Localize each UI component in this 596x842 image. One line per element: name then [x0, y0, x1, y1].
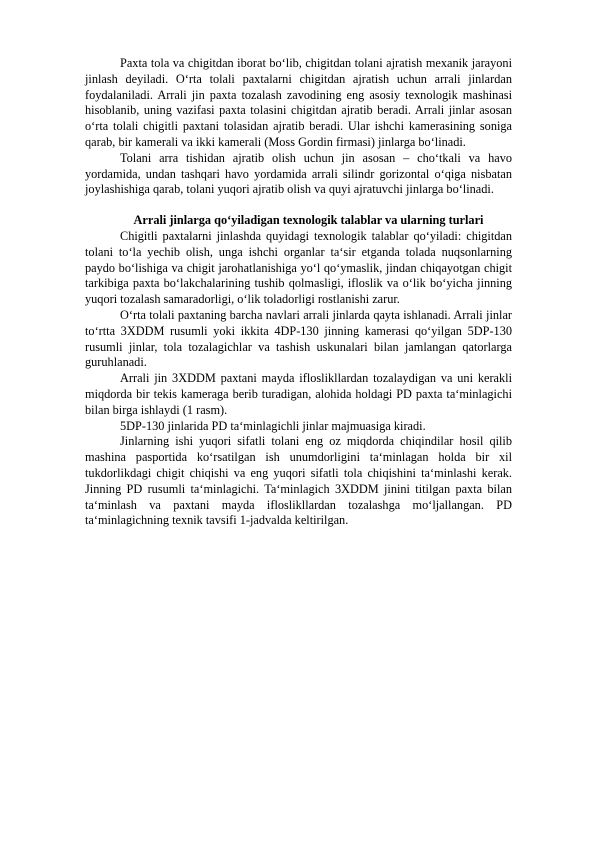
paragraph: 5DP-130 jinlarida PD ta‘minlagichli jinlar majmuasiga kiradi.: [120, 418, 426, 433]
paragraph: Tolani arra tishidan ajratib olish uchun jin asosan – cho‘tkali va havo yordamida, undan tashqari havo yordamida arrali silindr gorizontal o‘qiga nisbatan joylashishiga qarab, tolani yuqori ajratib olish va quyi ajratuvchi jinlarga bo‘linadi.: [85, 150, 512, 197]
paragraph: Chigitli paxtalarni jinlashda quyidagi texnologik talablar qo‘yiladi: chigitdan tolani to‘la yechib olish, unga ishchi organlar ta‘sir etganda tolada nuqsonlarning paydo bo‘lishiga va chigit jarohatlanishiga yo‘l qo‘ymaslik, jindan chiqayotgan chigit tarkibiga paxta bo‘lakchalarining tushib qolmasligi, ifloslik va o‘lik bo‘yicha jinning yuqori tozalash samaradorligi, o‘lik toladorligi rostlanishi zarur.: [85, 228, 512, 307]
paragraph: O‘rta tolali paxtaning barcha navlari arrali jinlarda qayta ishlanadi. Arrali jinlar to‘rtta 3XDDM rusumli yoki ikkita 4DP-130 jinning kamerasi qo‘yilgan 5DP-130 rusumli jinlar, tola tozalagichlar va tashish uskunalari bilan jamlangan qatorlarga guruhlanadi.: [85, 307, 512, 370]
section-heading: Arrali jinlarga qo‘yiladigan texnologik talablar va ularning turlari: [133, 213, 484, 228]
paragraph: Jinlarning ishi yuqori sifatli tolani eng oz miqdorda chiqindilar hosil qilib mashina pasportida ko‘rsatilgan ish unumdorligini ta‘minlagan holda bir xil tukdorlikdagi chigit chiqishi va eng yuqori sifatli tola chiqishini ta‘minlashi kerak. Jinning PD rusumli ta‘minlagichi. Ta‘minlagich 3XDDM jinini titilgan paxta bilan ta‘minlash va paxtani mayda ifloslikllardan tozalashga mo‘ljallangan. PD ta‘minlagichning texnik tavsifi 1-jadvalda keltirilgan.: [85, 434, 512, 528]
paragraph: Arrali jin 3XDDM paxtani mayda ifloslikllardan tozalaydigan va uni kerakli miqdorda bir tekis kameraga berib turadigan, alohida holdagi PD paxta ta‘minlagichi bilan birga ishlaydi (1 rasm).: [85, 371, 512, 417]
paragraph: Paxta tola va chigitdan iborat bo‘lib, chigitdan tolani ajratish mexanik jarayoni jinlash deyiladi. O‘rta tolali paxtalarni chigitdan ajratish uchun arrali jinlardan foydalaniladi. Arrali jin paxta tozalash zavodining eng asosiy texnologik mashinasi hisoblanib, uning vazifasi paxta tolasini chigitdan ajratib beradi. Arrali jinlar asosan o‘rta tolali chigitli paxtani tolasidan ajratib beradi. Ular ishchi kamerasining soniga qarab, bir kamerali va ikki kamerali (Moss Gordin firmasi) jinlarga bo‘linadi.: [85, 56, 512, 149]
document-page: [85, 56, 512, 529]
